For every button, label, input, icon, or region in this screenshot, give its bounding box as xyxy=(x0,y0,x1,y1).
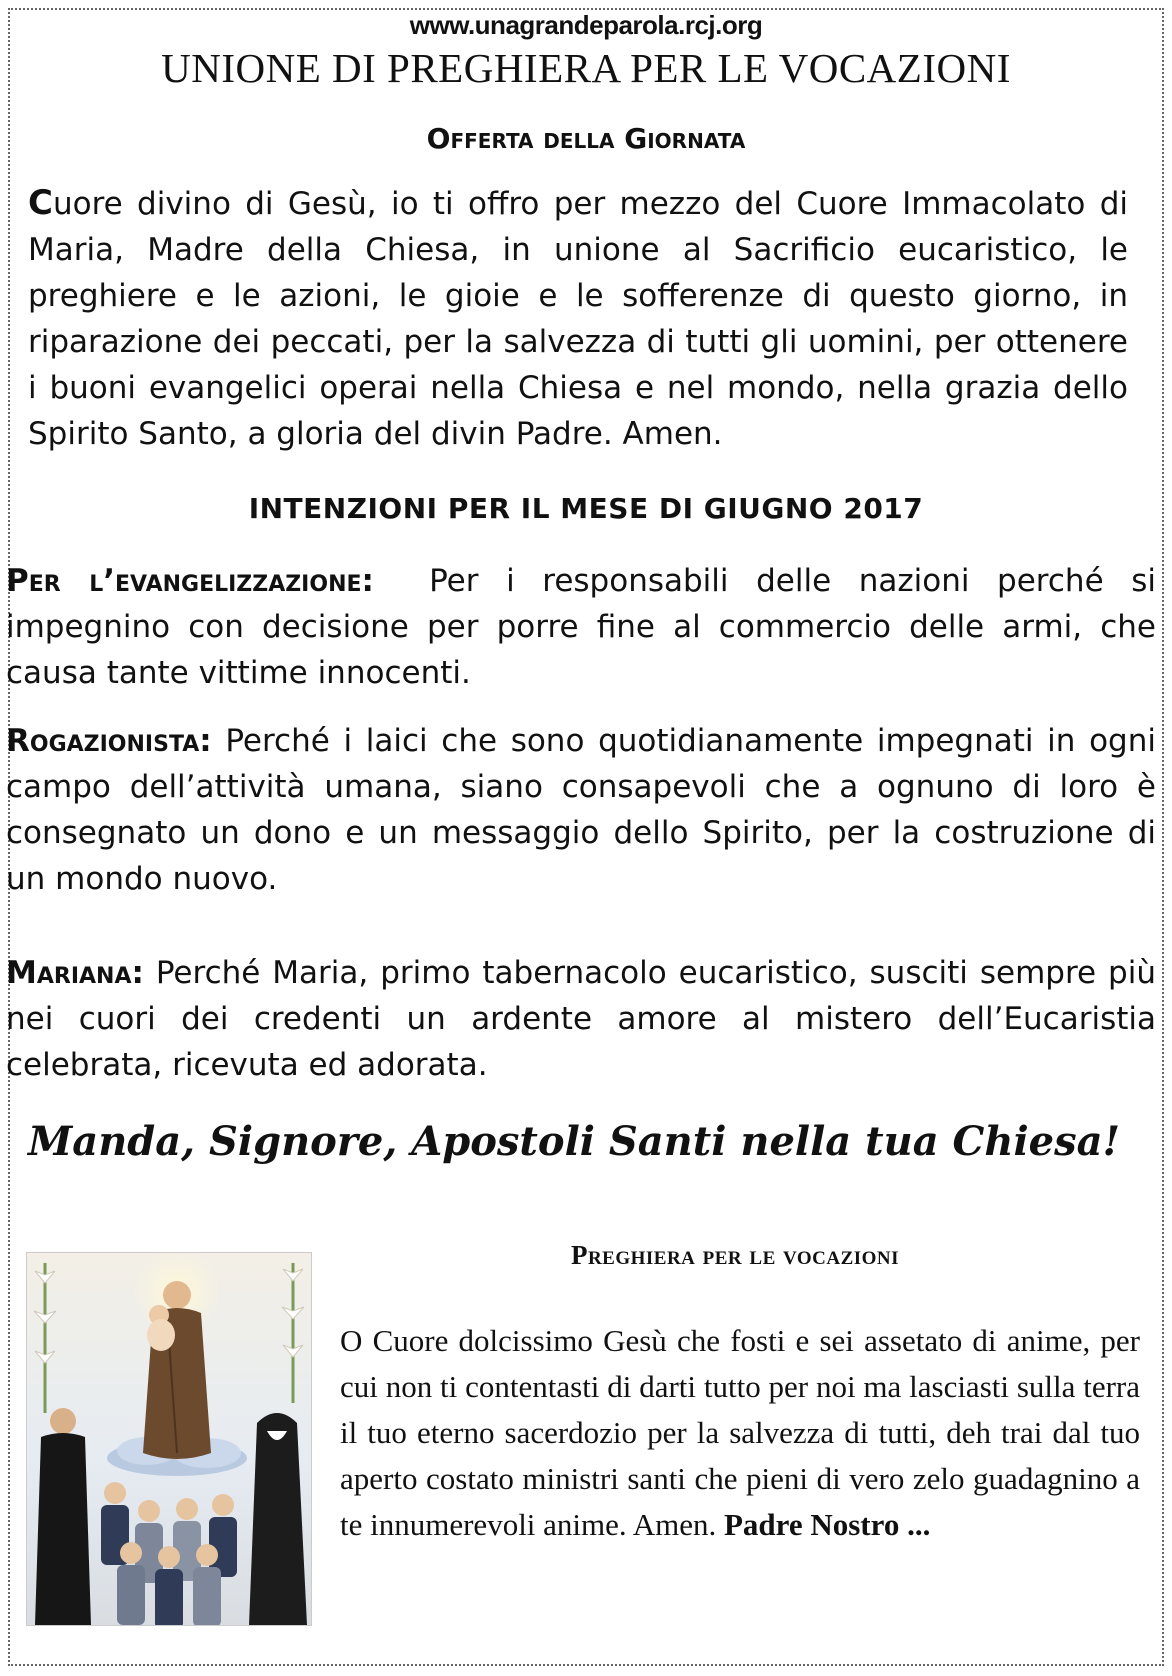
prayer-text xyxy=(340,1318,1140,1548)
intention-label: Mariana: xyxy=(6,955,144,991)
motto: Manda, Signore, Apostoli Santi nella tua Chiesa! xyxy=(28,1118,1121,1165)
offering-initial: C xyxy=(28,183,53,223)
offering-heading: Offerta della Giornata xyxy=(426,122,746,155)
website-url: www.unagrandeparola.rcj.org xyxy=(409,10,763,40)
offering-text xyxy=(28,180,1128,457)
page-title: UNIONE DI PREGHIERA PER LE VOCAZIONI xyxy=(161,45,1011,91)
intention-text: Perché Maria, primo tabernacolo eucaristico, susciti sempre più nei cuori dei credenti un ardente amore al mistero dell’Eucaristia celebrata, ricevuta ed adorata. xyxy=(6,955,1156,1083)
priest-figure-icon xyxy=(35,1408,91,1625)
intention-marian xyxy=(6,950,1156,1088)
intention-text: Per i responsabili delle nazioni perché si impegnino con decisione per porre fine al commercio delle armi, che causa tante vittime innocenti. xyxy=(6,563,1156,691)
offering-body: uore divino di Gesù, io ti offro per mezzo del Cuore Immacolato di Maria, Madre della Chiesa, in unione al Sacrificio eucaristico, le preghiere e le azioni, le gioie e le sofferenze di questo giorno, in riparazione dei peccati, per la salvezza di tutti gli uomini, per ottenere i buoni evangelici operai nella Chiesa e nel mondo, nella grazia dello Spirito Santo, a gloria del divin Padre. Amen. xyxy=(28,186,1128,452)
intention-label: Per l’evangelizzazione: xyxy=(6,563,374,599)
prayer-body: O Cuore dolcissimo Gesù che fosti e sei assetato di anime, per cui non ti contentasti di darti tutto per noi ma lasciasti sulla terra il tuo eterno sacerdozio per la salvezza di tutti, deh trai dal tuo aperto costato ministri santi che pieni di vero zelo guadagnino a te innumerevoli anime. Amen. xyxy=(340,1323,1140,1542)
intention-label: Rogazionista: xyxy=(6,723,212,759)
prayer-heading: Preghiera per le vocazioni xyxy=(570,1240,900,1270)
intention-text: Perché i laici che sono quotidianamente impegnati in ogni campo dell’attività umana, siano consapevoli che a ognuno di loro è consegnato un dono e un messaggio dello Spirito, per la costruzione di un mondo nuovo. xyxy=(6,723,1156,897)
intentions-heading: INTENZIONI PER IL MESE DI GIUGNO 2017 xyxy=(248,492,924,525)
saint-illustration xyxy=(27,1253,311,1625)
intention-rogationist xyxy=(6,718,1156,902)
prayer-closing: Padre Nostro ... xyxy=(723,1507,931,1542)
saint-picture xyxy=(26,1252,312,1626)
intention-evangelization xyxy=(6,558,1156,696)
